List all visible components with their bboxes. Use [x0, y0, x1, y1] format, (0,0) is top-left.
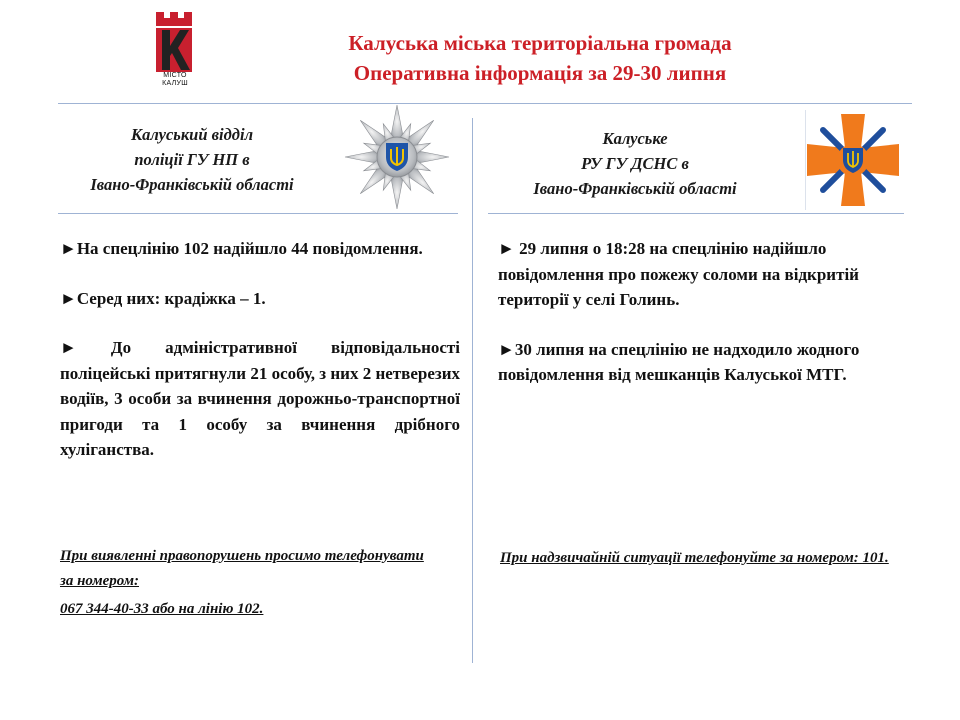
police-note-text: При виявленні правопорушень просимо телефонувати за номером: — [60, 548, 424, 589]
logo-caption-line1: МІСТО — [163, 72, 187, 79]
police-contact-note — [60, 544, 440, 622]
police-phone: 067 344-40-33 або на лінію 102. — [60, 601, 264, 617]
police-org-title — [52, 122, 332, 197]
logo-caption — [150, 72, 200, 88]
header-subtitle: Оперативна інформація за 29-30 липня — [353, 61, 727, 85]
police-star-badge-icon — [342, 103, 452, 211]
header-title: Калуська міська територіальна громада — [348, 31, 732, 55]
page-header — [240, 28, 840, 88]
dsns-contact-note: При надзвичайній ситуації телефонуйте за номером: 101. — [500, 550, 889, 566]
police-title-line2: поліції ГУ НП в — [134, 150, 250, 169]
police-paragraph: ►На спецлінію 102 надійшло 44 повідомлення. — [60, 239, 423, 258]
police-title-line1: Калуський відділ — [130, 125, 254, 144]
police-title-line3: Івано-Франківській області — [90, 175, 294, 194]
dsns-title-line3: Івано-Франківській області — [533, 179, 737, 198]
police-paragraph: ►Серед них: крадіжка – 1. — [60, 288, 266, 308]
police-paragraph: ► До адміністративної відповідальності поліцейські притягнули 21 особу, з них 2 нетверезих водіїв, 3 особи за вчинення дорожньо-транспортної пригоди та 1 особу за вчинення дрібного хуліганства. — [60, 338, 460, 459]
dsns-paragraph: ► 29 липня о 18:28 на спецлінію надійшло повідомлення про пожежу соломи на відкритій території у селі Голинь. — [498, 239, 859, 309]
dsns-title-line1: Калуське — [602, 129, 668, 148]
police-report — [60, 236, 460, 487]
dsns-title-divider — [488, 213, 904, 214]
dsns-org-title — [490, 126, 780, 201]
dsns-cross-emblem-icon — [805, 110, 901, 210]
dsns-paragraph: ►30 липня на спецлінію не надходило жодного повідомлення від мешканців Калуської МТГ. — [498, 339, 860, 384]
dsns-title-line2: РУ ГУ ДСНС в — [581, 154, 689, 173]
dsns-report — [498, 236, 878, 412]
column-divider — [472, 118, 473, 663]
header-divider — [58, 103, 912, 104]
logo-caption-line2: КАЛУШ — [162, 80, 188, 87]
police-title-divider — [58, 213, 458, 214]
